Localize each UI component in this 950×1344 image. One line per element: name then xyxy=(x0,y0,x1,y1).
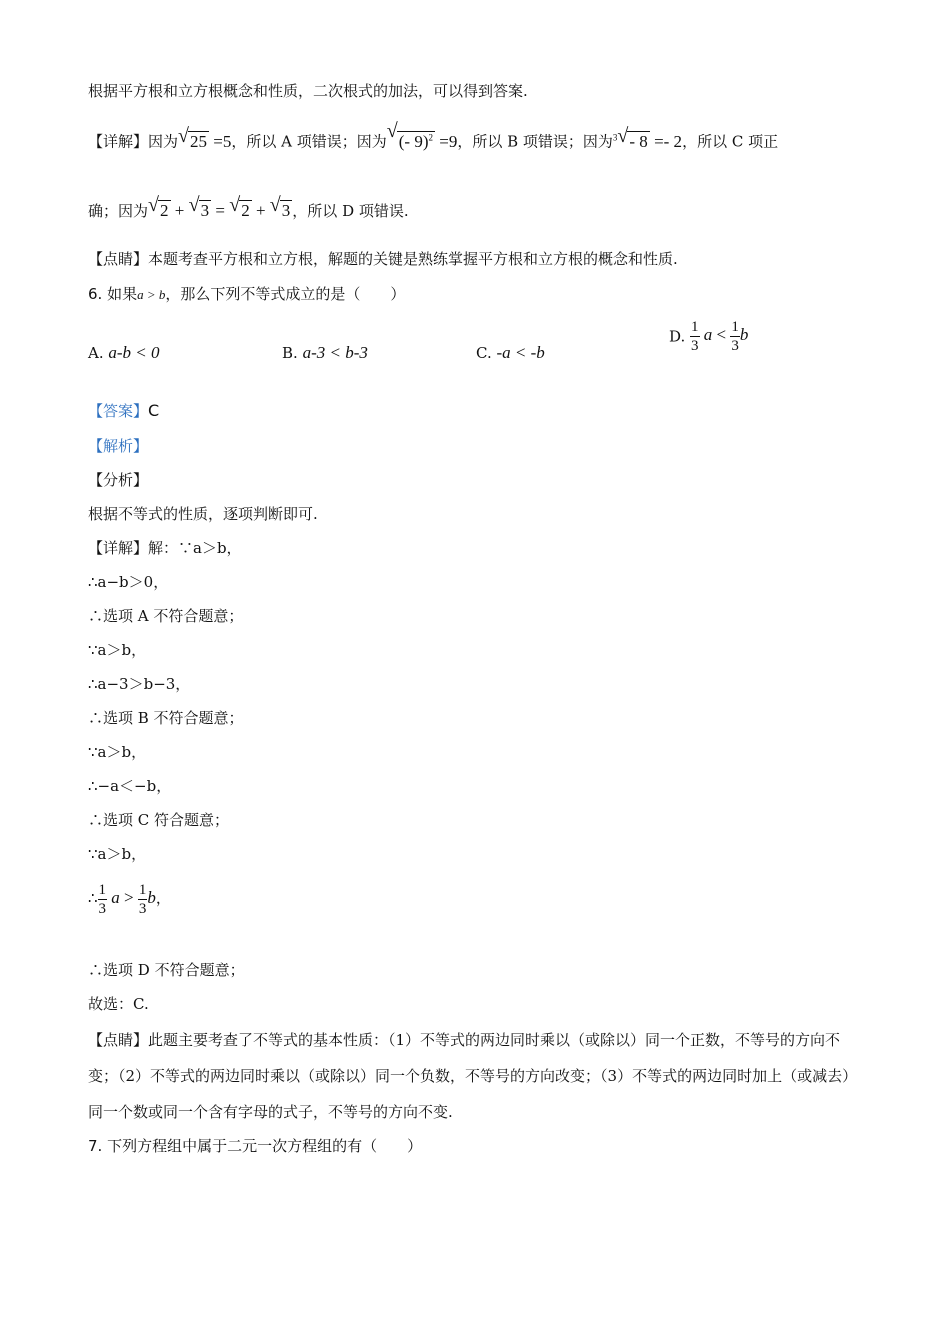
fraction-line-suffix: ， xyxy=(155,889,171,907)
prev-detail-text-4: ，所以 C 项正 xyxy=(682,132,779,151)
option-b-letter: B. xyxy=(282,344,298,362)
prev-detail-text-3: ，所以 B 项错误；因为 xyxy=(457,132,613,151)
option-b xyxy=(282,342,368,364)
question-6-condition: a > b xyxy=(137,287,166,302)
fenxi-text: 根据不等式的性质，逐项判断即可. xyxy=(88,505,318,523)
detail-line: ∴选项 D 不符合题意； xyxy=(88,961,245,979)
detail-line: ∴选项 A 不符合题意； xyxy=(88,607,244,625)
prev-detail-text-1: 因为 xyxy=(148,132,179,151)
detail-line: ∴选项 B 不符合题意； xyxy=(88,709,244,727)
prev-detail-text-6: ，所以 D 项错误. xyxy=(292,202,409,220)
question-6-stem-post: ，那么下列不等式成立的是（ ） xyxy=(165,285,406,303)
detail-line: ∴选项 C 符合题意； xyxy=(88,811,230,829)
detail-line: 【详解】解：∵a＞b， xyxy=(88,539,242,557)
expr-cbrt-neg8: $^3$ √ - 8 =- 2 xyxy=(612,124,683,151)
fenxi-tag: 【分析】 xyxy=(88,471,149,489)
expr-sqrt2-plus-sqrt3: √ 2 + √ 3 = √ 2 + √ 3 xyxy=(148,194,291,220)
expr-sqrt-neg9-sq: √ (- 9)$^2$ =9 xyxy=(386,120,458,151)
question-7-stem xyxy=(88,1135,422,1157)
detail-line: ∴−a＜−b， xyxy=(88,777,172,795)
detail-line: 故选：C. xyxy=(88,995,149,1013)
prev-detail-text-5: 确；因为 xyxy=(88,202,149,220)
question-6-number: 6. xyxy=(88,285,103,303)
detail-line: ∵a＞b， xyxy=(88,743,147,761)
option-d xyxy=(669,318,748,355)
prev-detail-line-1 xyxy=(88,120,779,153)
question-7-stem-text: 下列方程组中属于二元一次方程组的有（ ） xyxy=(107,1137,423,1155)
detail-line: ∵a＞b， xyxy=(88,641,147,659)
question-6-comment: 【点睛】此题主要考查了不等式的基本性质：（1）不等式的两边同时乘以（或除以）同一个正数，不等号的方向不变；（2）不等式的两边同时乘以（或除以）同一个负数，不等号的方向改变；（3）不等式的两边同时加上（或减去）同一个数或同一个含有字母的式子，不等号的方向不变. xyxy=(88,1031,858,1121)
prev-analysis: 根据平方根和立方根概念和性质，二次根式的加法，可以得到答案. xyxy=(88,82,528,100)
prev-detail-line-2 xyxy=(88,194,409,222)
question-6-stem-pre: 如果 xyxy=(107,285,138,303)
option-a-letter: A. xyxy=(88,344,104,362)
prev-comment: 【点睛】本题考查平方根和立方根，解题的关键是熟练掌握平方根和立方根的概念和性质. xyxy=(88,250,678,268)
option-d-expr: $\frac{1}{3}$ a < $\frac{1}{3}$ b xyxy=(691,319,749,354)
option-a xyxy=(88,342,160,364)
fraction-line-prefix: ∴ xyxy=(88,889,98,907)
expr-sqrt-25: √ 25 =5 xyxy=(178,124,232,151)
option-b-expr: a-3 < b-3 xyxy=(302,343,368,362)
answer-tag: 【答案】 xyxy=(88,402,149,420)
detail-fraction-line xyxy=(88,878,171,918)
analysis-tag: 【解析】 xyxy=(88,437,149,455)
answer-value: C xyxy=(148,401,160,420)
option-c xyxy=(476,342,545,364)
option-d-letter: D. xyxy=(669,327,686,346)
detail-line: ∴a−b＞0， xyxy=(88,573,169,591)
detail-line: ∵a＞b， xyxy=(88,845,147,863)
fraction-inequality: $\frac{1}{3}$ a > $\frac{1}{3}$ b xyxy=(98,881,156,917)
detail-line: ∴a−3＞b−3， xyxy=(88,675,191,693)
option-c-letter: C. xyxy=(476,344,492,362)
prev-detail-text-2: ，所以 A 项错误；因为 xyxy=(231,132,387,151)
question-7-number: 7. xyxy=(88,1137,103,1155)
question-6-stem xyxy=(88,283,405,306)
answer-line xyxy=(88,400,159,422)
prev-detail-tag: 【详解】 xyxy=(88,132,149,151)
option-c-expr: -a < -b xyxy=(496,343,545,362)
option-a-expr: a-b < 0 xyxy=(108,343,160,362)
